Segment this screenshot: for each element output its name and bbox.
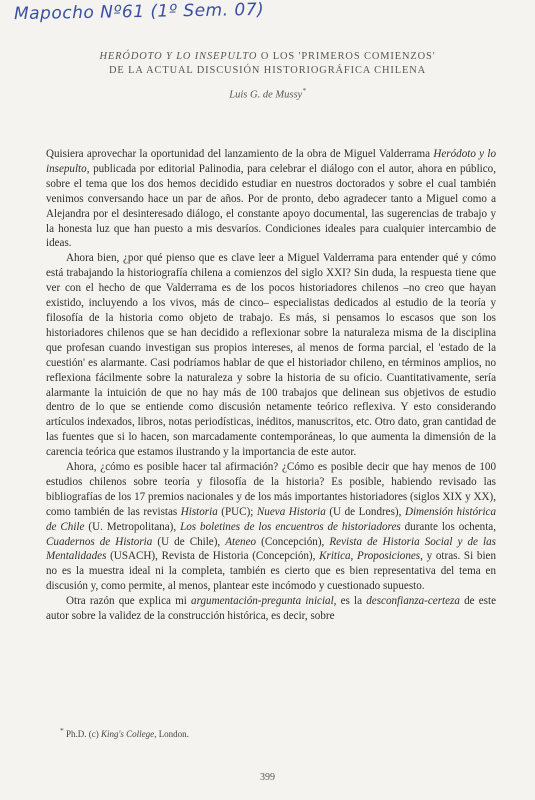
p4-text-1: Otra razón que explica mi	[66, 595, 192, 608]
author-name	[60, 87, 475, 101]
p3-text-2: (PUC);	[217, 505, 257, 518]
p3-text-10: , y otras. Si bien no es la muestra ideal ni la completa, también es cierto que es bien representativa del tema en discusión y, como permite, al menos, plantear este incómodo y cuestionado supuesto.	[46, 550, 497, 593]
p2-text-1: Ahora bien, ¿por qué pienso que es clave leer a Miguel Valderrama para entender qué y cómo está trabajando la historiografía chilena a comienzos del siglo XXI? Sin duda, la respuesta tiene que ver con el hecho de que Valderrama es de los pocos historiadores chilenos –no creo que hayan existido, incluyendo a los vivos, más de cinco– especialistas dedicados al estudio de la teoría y filosofía de la historia como objeto de trabajo. Es más, si pensamos lo escasos que son los historiadores chilenos que se han decidido a reflexionar sobre la naturaleza misma de la disciplina que profesan cuando investigan sus propios intereses, al menos de forma parcial, el 'estado de la cuestión' es alarmante. Casi podríamos hablar de que el historiador chileno, en términos amplios, no reflexiona fácilmente sobre la naturaleza y sobre la historia de su oficio. Cuantitativamente, sería alarmante la intuición de que no hay más de 100 trabajos que delinean sus objetivos de estudio dentro de lo que se entiende como discusión netamente teórico reflexiva. Y esto considerando artículos indexados, libros, notas periodísticas, inéditos, manuscritos, etc. Otro dato, gran cantidad de las fuentes que si lo hacen, son marcadamente contemporáneas, lo que aumenta la dimensión de la carencia teórica que estamos ilustrando y la importancia de este autor.	[46, 252, 496, 459]
p3-journal-1: Historia	[180, 505, 218, 518]
footnote-text-2: , London.	[154, 729, 189, 739]
footnote	[60, 726, 189, 739]
p3-journal-9: Proposiciones	[357, 550, 421, 563]
p3-text-3: (U de Londres),	[325, 505, 405, 518]
p3-text-1: Ahora, ¿cómo es posible hacer tal afirmación? ¿Cómo es posible decir que hay menos de 100 estudios chilenos sobre teoría y filosofía de la historia? Es posible, habiendo revisado las bibliografías de los 17 premios nacionales y de los más importantes historiadores (siglos XIX y XX), como también de las revistas	[46, 461, 496, 518]
article-title-line-1	[60, 51, 475, 62]
p3-journal-5: Cuadernos de Historia	[46, 535, 153, 548]
article-title-line-2: DE LA ACTUAL DISCUSIÓN HISTORIOGRÁFICA CHILENA	[108, 65, 427, 76]
paragraph-3	[46, 460, 496, 594]
p4-emphasis-1: argumentación-pregunta inicial	[191, 595, 334, 608]
p4-emphasis-2: desconfianza-certeza	[366, 595, 460, 608]
article-title-rest: O LOS 'PRIMEROS COMIENZOS'	[257, 51, 436, 62]
p1-text-2: , publicada por editorial Palinodia, para celebrar el diálogo con el autor, ahora en público, sobre el tema que los dos hemos decidido estudiar en nuestros doctorados y sobre el cual también venimos conversando hace un par de años. Por de pronto, debo agradecer tanto a Miguel como a Alejandra por el desinteresado diálogo, el constante apoyo documental, las sugerencias de trabajo y la honesta luz que han puesto a mis desvaríos. Condiciones ideales para cualquier intercambio de ideas.	[46, 162, 496, 250]
p3-text-6: (U de Chile),	[152, 535, 226, 548]
p3-text-8: (USACH), Revista de Historia (Concepción),	[106, 550, 320, 563]
p3-journal-4: Los boletines de los encuentros de historiadores	[180, 520, 401, 533]
footnote-mark: *	[60, 726, 64, 735]
p3-journal-7: Revista de Historia Social y de las Mentalidades	[46, 535, 496, 563]
handwritten-annotation: Mapocho Nº61 (1º Sem. 07)	[13, 0, 265, 25]
author-footnote-mark: *	[302, 87, 306, 95]
p1-text-1: Quisiera aprovechar la oportunidad del lanzamiento de la obra de Miguel Valderrama	[46, 148, 434, 160]
footnote-institution: King's College	[101, 729, 155, 739]
p3-text-5: durante los ochenta,	[400, 520, 496, 533]
paragraph-2	[46, 251, 496, 460]
article-body	[46, 147, 496, 624]
p3-journal-8: Kritica	[319, 550, 351, 563]
page-number: 399	[260, 772, 275, 783]
p3-journal-3: Dimensión histórica de Chile	[46, 505, 496, 533]
p4-text-3: de este autor sobre la validez de la construcción histórica, es decir, sobre	[46, 595, 497, 623]
p3-text-7: (Concepción),	[256, 535, 330, 548]
p1-book-title: Heródoto y lo insepulto	[46, 148, 496, 175]
paragraph-1	[46, 147, 496, 251]
p3-journal-6: Ateneo	[225, 535, 257, 548]
p3-text-9: ,	[350, 550, 358, 563]
article-title-book-name: HERÓDOTO Y LO INSEPULTO	[99, 51, 258, 62]
footnote-text-1: Ph.D. (c)	[63, 729, 101, 739]
author-text: Luis G. de Mussy	[229, 89, 303, 101]
paragraph-4	[46, 594, 496, 624]
p4-text-2: , es la	[333, 595, 367, 608]
p3-text-4: (U. Metropolitana),	[84, 520, 181, 533]
p3-journal-2: Nueva Historia	[256, 505, 326, 518]
